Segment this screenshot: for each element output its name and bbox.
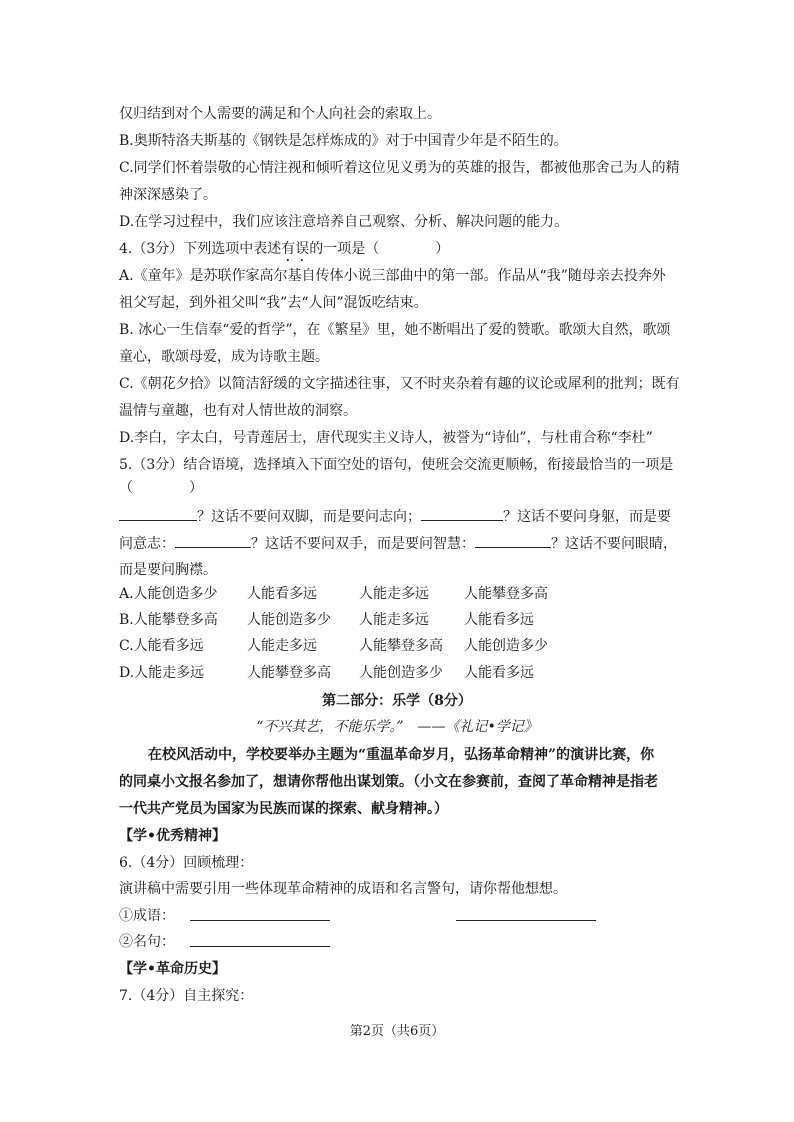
question-6-stem: 6.（4分）回顾梳理： [119,855,254,871]
part-2-intro-cont-2: 一代共产党员为国家为民族而谋的探索、献身精神。） [119,801,448,817]
q4-option-a: A.《童年》是苏联作家高尔基自传体小说三部曲中的第一部。作品从“我”随母亲去投奔外 [119,268,666,284]
q5-s1a: ？这话不要问双脚，而是要问志向； [197,509,421,525]
q5-s1b: ？这话不要问身躯，而是要 [503,509,671,525]
q5-s2b: ？这话不要问双手，而是要问智慧： [251,536,475,552]
q5-option-c-1: C.人能看多远 [119,638,204,654]
part-2-quote: “不兴其艺，不能乐学。” ——《礼记•学记》 [256,719,538,735]
q5-option-b-1: B.人能攀登多高 [119,612,218,628]
q4-option-c: C.《朝花夕拾》以简洁舒缓的文字描述往事，又不时夹杂着有趣的议论或犀利的批判；既有 [119,376,680,392]
q5-sentence-2 [119,533,677,554]
q4-option-d: D.李白，字太白，号青莲居士，唐代现实主义诗人，被誉为“诗仙”，与杜甫合称“李杜” [119,430,653,446]
famous-quote-label: ②名句： [119,934,175,950]
option-b-text: B.奥斯特洛夫斯基的《钢铁是怎样炼成的》对于中国青少年是不陌生的。 [119,133,568,149]
q4-option-b-cont: 童心，歌颂母爱，成为诗歌主题。 [119,349,329,365]
option-c-text-cont: 神深深感染了。 [119,187,217,203]
q5-option-c-2: 人能走多远 [247,638,317,654]
fill-blank[interactable] [175,533,251,548]
section-heading-history: 【学•革命历史】 [119,961,226,977]
part-2-title: 第二部分：乐学（8分） [322,693,472,709]
q5-option-a-3: 人能走多远 [359,586,429,602]
q5-s2c: ？这话不要问眼睛， [551,536,677,552]
q5-option-d-4: 人能看多远 [464,665,534,681]
option-d-text: D.在学习过程中，我们应该注意培养自己观察、分析、解决问题的能力。 [119,214,569,230]
question-7-stem: 7.（4分）自主探究： [119,988,254,1004]
section-heading-spirit: 【学•优秀精神】 [119,828,226,844]
q4-option-b: B. 冰心一生信奉“爱的哲学”，在《繁星》里，她不断唱出了爱的赞歌。歌颂大自然，歌颂 [119,322,671,338]
question-6-desc: 演讲稿中需要引用一些体现革命精神的成语和名言警句，请你帮他想想。 [119,881,567,897]
q5-option-d-2: 人能攀登多高 [247,665,331,681]
part-2-intro: 在校风活动中，学校要举办主题为“重温革命岁月，弘扬革命精神”的演讲比赛，你 [148,747,655,763]
q5-option-b-2: 人能创造多少 [247,612,331,628]
part-2-intro-cont: 的同桌小文报名参加了，想请你帮他出谋划策。（小文在参赛前，查阅了革命精神是指老 [119,774,658,790]
page-footer: 第2页（共6页） [349,1024,445,1039]
q5-option-a-2: 人能看多远 [247,586,317,602]
fill-blank[interactable] [475,533,551,548]
idiom-answer-line-1[interactable] [190,920,330,921]
q5-option-c-4: 人能创造多少 [464,638,548,654]
q4-option-c-cont: 温情与童趣，也有对人情世故的洞察。 [119,403,357,419]
q5-option-a-4: 人能攀登多高 [464,586,548,602]
q4-option-a-cont: 祖父写起，到外祖父叫“我”去“人间”混饭吃结束。 [119,295,428,311]
famous-quote-answer-line[interactable] [190,946,330,947]
q5-sentence-1 [119,506,671,527]
q4-suffix: 的一项是（ ） [309,241,450,257]
text-line: 仅归结到对个人需要的满足和个人向社会的索取上。 [119,106,441,122]
q5-option-d-1: D.人能走多远 [119,665,205,681]
fill-blank[interactable] [119,506,197,521]
fill-blank[interactable] [421,506,503,521]
question-5-stem: 5.（3分）结合语境，选择填入下面空处的语句，使班会交流更顺畅，衔接最恰当的一项是 [119,457,674,473]
idiom-label: ①成语： [119,908,175,924]
option-c-text: C.同学们怀着崇敬的心情注视和倾听着这位见义勇为的英雄的报告，都被他那舍己为人的精 [119,160,680,176]
q5-option-d-3: 人能创造多少 [359,665,443,681]
q5-option-b-3: 人能走多远 [359,612,429,628]
q5-option-b-4: 人能看多远 [464,612,534,628]
q4-prefix: 4.（3分）下列选项中表述 [119,241,282,257]
q5-option-c-3: 人能攀登多高 [359,638,443,654]
idiom-answer-line-2[interactable] [456,920,596,921]
q5-answer-paren: （ ） [119,480,203,496]
q5-option-a-1: A.人能创造多少 [119,586,218,602]
q4-emphasis: 有误 [281,241,310,257]
question-4-stem [119,239,449,265]
q5-sentence-3: 而是要问胸襟。 [119,562,217,578]
q5-s2a: 问意志： [119,536,175,552]
